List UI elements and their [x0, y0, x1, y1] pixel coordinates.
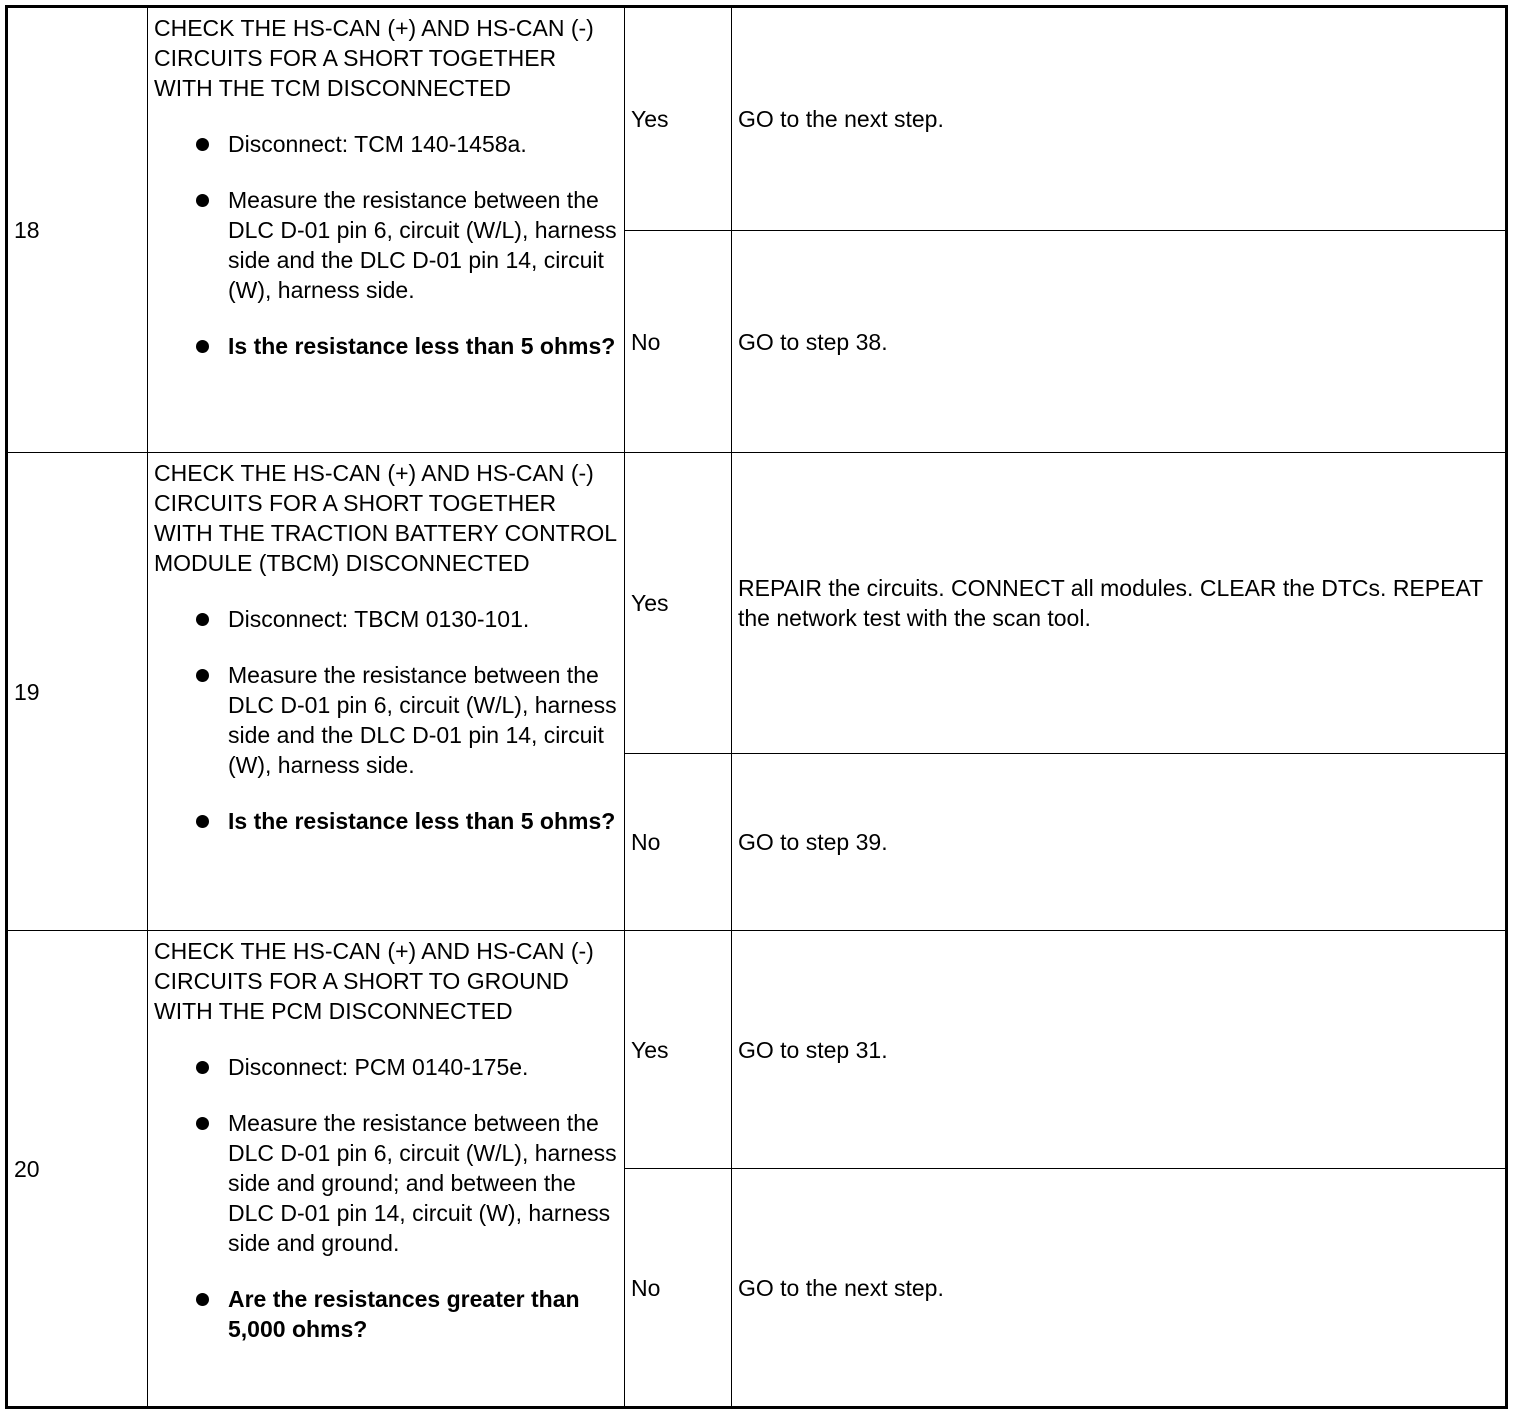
bullet-text: Measure the resistance between the DLC D-01 pin 6, circuit (W/L), harness side and the DLC D-01 pin 14, circuit (W), harness side. — [228, 662, 617, 778]
result-yes: Yes — [625, 453, 732, 754]
list-item — [154, 331, 618, 361]
bullet-question: Are the resistances greater than 5,000 ohms? — [228, 1286, 580, 1342]
bullet-text: Measure the resistance between the DLC D-01 pin 6, circuit (W/L), harness side and ground; and between the DLC D-01 pin 14, circuit (W), harness side and ground. — [228, 1110, 617, 1256]
list-item — [154, 185, 618, 305]
result-yes-action: GO to step 31. — [732, 931, 1507, 1169]
step-action-cell — [148, 453, 625, 931]
table-row — [7, 7, 1507, 231]
result-yes-action: GO to the next step. — [732, 7, 1507, 231]
result-no: No — [625, 231, 732, 453]
step-heading: CHECK THE HS-CAN (+) AND HS-CAN (-) CIRCUITS FOR A SHORT TOGETHER WITH THE TRACTION BATTERY CONTROL MODULE (TBCM) DISCONNECTED — [154, 460, 617, 576]
list-item — [154, 660, 618, 780]
diagnostic-table — [5, 5, 1508, 1409]
list-item — [154, 1108, 618, 1258]
list-item — [154, 1284, 618, 1344]
list-item — [154, 604, 618, 634]
result-yes: Yes — [625, 7, 732, 231]
list-item — [154, 806, 618, 836]
step-bullets — [154, 604, 618, 836]
result-no: No — [625, 1169, 732, 1408]
bullet-icon — [196, 815, 209, 828]
bullet-icon — [196, 194, 209, 207]
result-no: No — [625, 754, 732, 931]
table-row — [7, 931, 1507, 1169]
result-no-action: GO to step 39. — [732, 754, 1507, 931]
bullet-question: Is the resistance less than 5 ohms? — [228, 333, 616, 359]
step-action-cell — [148, 7, 625, 453]
bullet-icon — [196, 340, 209, 353]
table-row — [7, 453, 1507, 754]
step-number: 18 — [7, 7, 148, 453]
bullet-text: Measure the resistance between the DLC D-01 pin 6, circuit (W/L), harness side and the DLC D-01 pin 14, circuit (W), harness side. — [228, 187, 617, 303]
bullet-text: Disconnect: PCM 0140-175e. — [228, 1054, 529, 1080]
step-number: 20 — [7, 931, 148, 1408]
bullet-question: Is the resistance less than 5 ohms? — [228, 808, 616, 834]
bullet-icon — [196, 613, 209, 626]
step-bullets — [154, 129, 618, 361]
result-no-action: GO to the next step. — [732, 1169, 1507, 1408]
bullet-icon — [196, 1117, 209, 1130]
step-bullets — [154, 1052, 618, 1344]
step-number: 19 — [7, 453, 148, 931]
list-item — [154, 1052, 618, 1082]
bullet-icon — [196, 138, 209, 151]
step-heading: CHECK THE HS-CAN (+) AND HS-CAN (-) CIRCUITS FOR A SHORT TO GROUND WITH THE PCM DISCONNECTED — [154, 938, 594, 1024]
bullet-icon — [196, 669, 209, 682]
bullet-text: Disconnect: TBCM 0130-101. — [228, 606, 530, 632]
step-heading: CHECK THE HS-CAN (+) AND HS-CAN (-) CIRCUITS FOR A SHORT TOGETHER WITH THE TCM DISCONNECTED — [154, 15, 594, 101]
result-yes-action: REPAIR the circuits. CONNECT all modules. CLEAR the DTCs. REPEAT the network test with the scan tool. — [732, 453, 1507, 754]
step-action-cell — [148, 931, 625, 1408]
list-item — [154, 129, 618, 159]
result-no-action: GO to step 38. — [732, 231, 1507, 453]
result-yes: Yes — [625, 931, 732, 1169]
bullet-text: Disconnect: TCM 140-1458a. — [228, 131, 527, 157]
bullet-icon — [196, 1061, 209, 1074]
bullet-icon — [196, 1293, 209, 1306]
